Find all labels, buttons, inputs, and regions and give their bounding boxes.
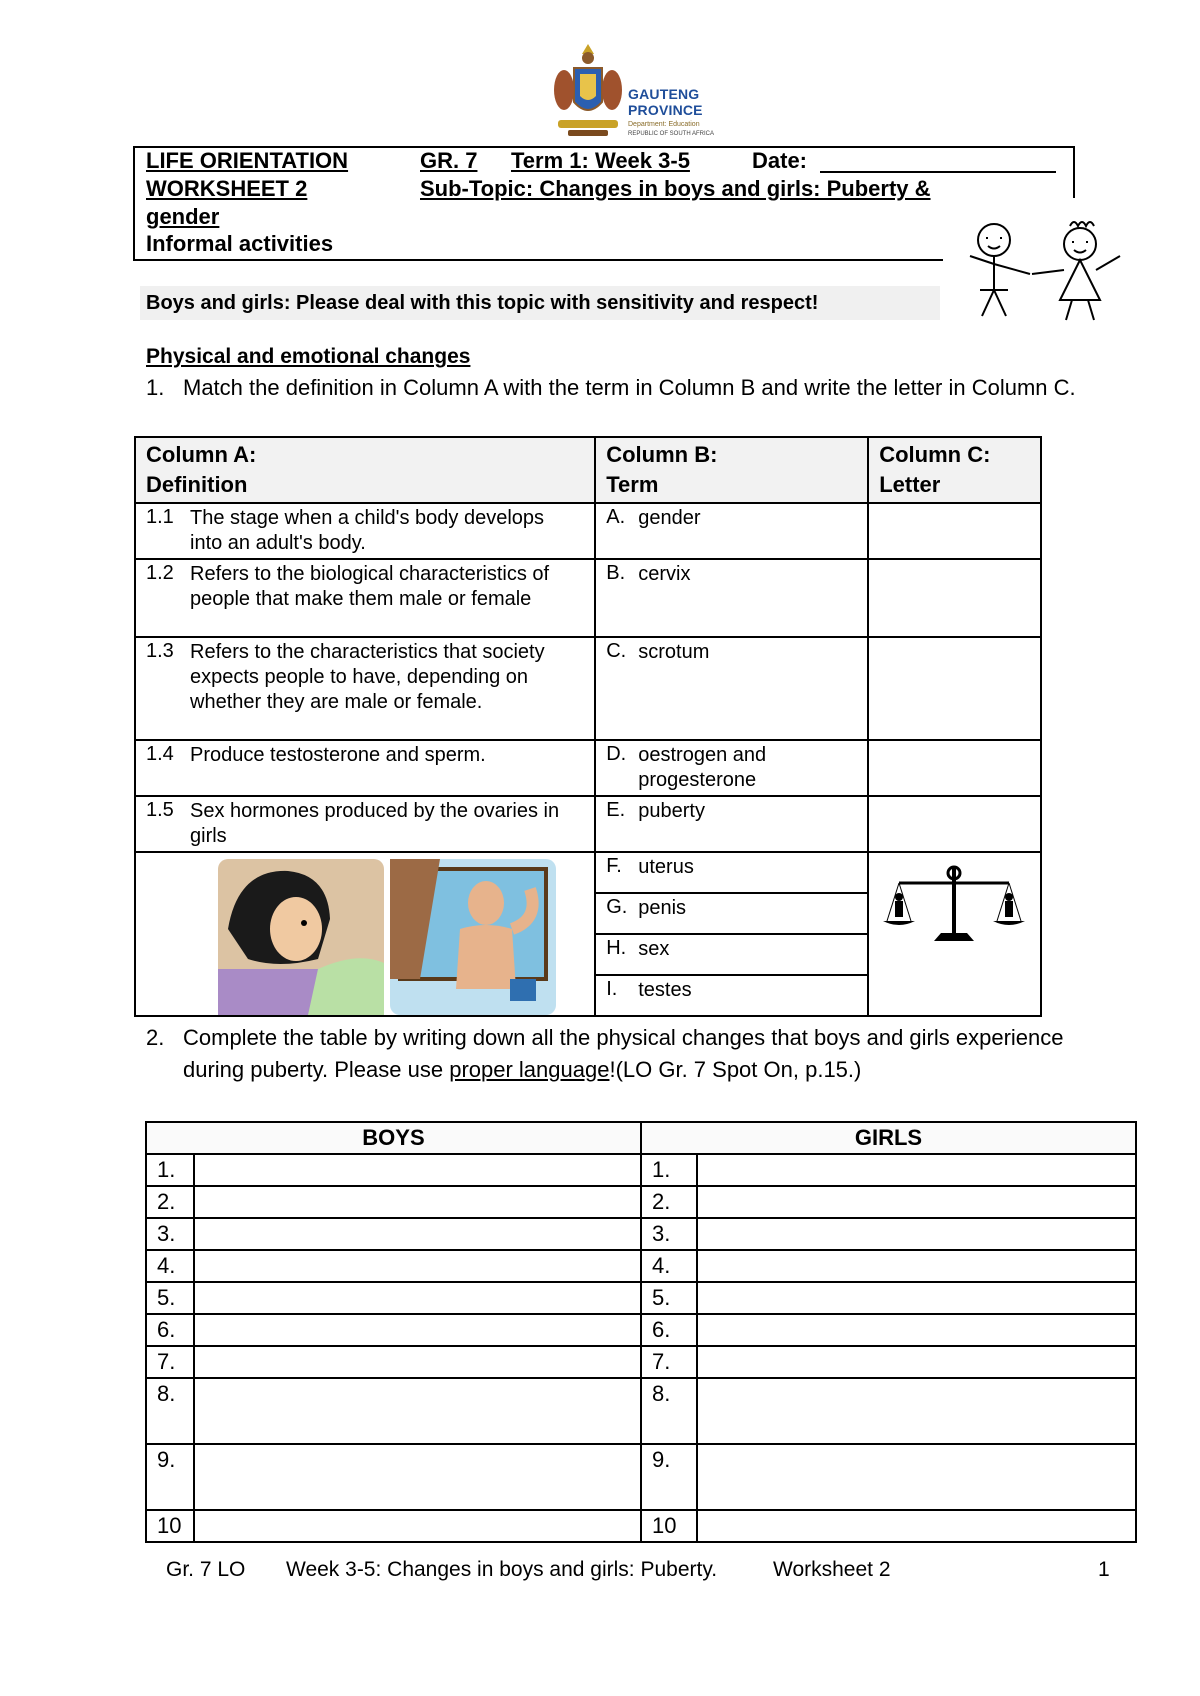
term-cell: A. gender <box>595 503 868 559</box>
term-cell: H. sex <box>595 934 868 975</box>
term-cell: E. puberty <box>595 796 868 852</box>
gauteng-logo <box>548 38 748 142</box>
date-fill-line[interactable] <box>820 171 1056 173</box>
logo-country: REPUBLIC OF SOUTH AFRICA <box>628 131 715 137</box>
table-row: 7. 7. <box>146 1346 1136 1378</box>
boys-answer-cell[interactable] <box>194 1378 641 1444</box>
kids-holding-hands-illustration <box>950 216 1150 324</box>
table-row: 9. 9. <box>146 1444 1136 1510</box>
section-title: Physical and emotional changes <box>146 345 471 368</box>
term-label: Term 1: Week 3-5 <box>511 148 690 173</box>
grade-label: GR. 7 <box>420 148 478 173</box>
letter-answer-cell[interactable] <box>868 637 1041 740</box>
table-row <box>135 852 1041 893</box>
girls-header: GIRLS <box>641 1122 1136 1154</box>
table-row: 10 10 <box>146 1510 1136 1542</box>
question-2-text: Complete the table by writing down all the physical changes that boys and girls experience during puberty. Please use proper language!(LO Gr. 7 Spot On, p.15.) <box>183 1025 1064 1082</box>
table-row: 6. 6. <box>146 1314 1136 1346</box>
girls-answer-cell[interactable] <box>697 1282 1136 1314</box>
footer-page-number: 1 <box>1098 1558 1110 1581</box>
definition-cell: 1.1 The stage when a child's body develops into an adult's body. <box>135 503 595 559</box>
proper-language-link: proper language <box>449 1057 610 1082</box>
girl-ear-illustration <box>218 859 384 1015</box>
definition-cell: 1.3 Refers to the characteristics that society expects people to have, depending on whether they are male or female. <box>135 637 595 740</box>
changes-table <box>145 1121 1137 1543</box>
term-cell: D. oestrogen and progesterone <box>595 740 868 796</box>
footer-topic: Week 3-5: Changes in boys and girls: Puberty. <box>286 1558 718 1581</box>
table-row: 5. 5. <box>146 1282 1136 1314</box>
puberty-images-cell <box>135 852 595 1016</box>
logo-department: Department: Education <box>628 121 700 128</box>
girls-answer-cell[interactable] <box>697 1510 1136 1542</box>
girls-answer-cell[interactable] <box>697 1154 1136 1186</box>
letter-answer-cell[interactable] <box>868 740 1041 796</box>
scale-image-cell <box>868 852 1041 1016</box>
definition-cell: 1.4 Produce testosterone and sperm. <box>135 740 595 796</box>
changes-header-row <box>146 1122 1136 1154</box>
table-row <box>135 740 1041 796</box>
footer-course: Gr. 7 LO <box>166 1558 246 1581</box>
boys-answer-cell[interactable] <box>194 1154 641 1186</box>
boys-answer-cell[interactable] <box>194 1218 641 1250</box>
boy-flexing-illustration <box>390 859 556 1015</box>
letter-answer-cell[interactable] <box>868 503 1041 559</box>
girls-answer-cell[interactable] <box>697 1250 1136 1282</box>
term-cell: B. cervix <box>595 559 868 637</box>
boys-answer-cell[interactable] <box>194 1282 641 1314</box>
question-1-text: Match the definition in Column A with the term in Column B and write the letter in Column C. <box>183 375 1076 400</box>
table-row <box>135 559 1041 637</box>
balance-scale-icon <box>879 857 1029 957</box>
footer-worksheet: Worksheet 2 <box>773 1558 891 1581</box>
subject-title: LIFE ORIENTATION <box>146 148 349 173</box>
table-row <box>135 796 1041 852</box>
boys-answer-cell[interactable] <box>194 1444 641 1510</box>
table-row <box>135 637 1041 740</box>
girls-answer-cell[interactable] <box>697 1346 1136 1378</box>
column-a-header: Column A: Definition <box>135 437 595 503</box>
girls-answer-cell[interactable] <box>697 1444 1136 1510</box>
table-row: 4. 4. <box>146 1250 1136 1282</box>
girls-answer-cell[interactable] <box>697 1314 1136 1346</box>
date-label: Date: <box>752 148 808 173</box>
letter-answer-cell[interactable] <box>868 559 1041 637</box>
definition-cell: 1.5 Sex hormones produced by the ovaries in girls <box>135 796 595 852</box>
question-2 <box>146 1022 1076 1086</box>
matching-table <box>134 436 1042 1017</box>
term-cell: G. penis <box>595 893 868 934</box>
boys-header: BOYS <box>146 1122 641 1154</box>
boys-answer-cell[interactable] <box>194 1346 641 1378</box>
logo-title: GAUTENG PROVINCE <box>628 86 703 118</box>
subtopic-continued: gender <box>146 204 220 229</box>
definition-cell: 1.2 Refers to the biological characteristics of people that make them male or female <box>135 559 595 637</box>
boys-answer-cell[interactable] <box>194 1314 641 1346</box>
term-cell: C. scrotum <box>595 637 868 740</box>
table-row: 2. 2. <box>146 1186 1136 1218</box>
table-row: 1. 1. <box>146 1154 1136 1186</box>
boys-answer-cell[interactable] <box>194 1250 641 1282</box>
term-cell: I. testes <box>595 975 868 1016</box>
activities-label: Informal activities <box>146 231 334 256</box>
subtopic-label: Sub-Topic: Changes in boys and girls: Puberty & <box>420 176 931 201</box>
table-row: 8. 8. <box>146 1378 1136 1444</box>
girls-answer-cell[interactable] <box>697 1186 1136 1218</box>
letter-answer-cell[interactable] <box>868 796 1041 852</box>
question-1 <box>146 372 1076 404</box>
term-cell: F. uterus <box>595 852 868 893</box>
question-2-number: 2. <box>146 1025 165 1050</box>
column-b-header: Column B: Term <box>595 437 868 503</box>
worksheet-label: WORKSHEET 2 <box>146 176 308 201</box>
boys-answer-cell[interactable] <box>194 1510 641 1542</box>
boys-answer-cell[interactable] <box>194 1186 641 1218</box>
table-row <box>135 503 1041 559</box>
girls-answer-cell[interactable] <box>697 1378 1136 1444</box>
sensitivity-note: Boys and girls: Please deal with this topic with sensitivity and respect! <box>140 286 940 320</box>
column-c-header: Column C: Letter <box>868 437 1041 503</box>
girls-answer-cell[interactable] <box>697 1218 1136 1250</box>
coat-of-arms-icon <box>548 38 628 142</box>
question-1-number: 1. <box>146 375 165 400</box>
table-row: 3. 3. <box>146 1218 1136 1250</box>
table-header-row <box>135 437 1041 503</box>
